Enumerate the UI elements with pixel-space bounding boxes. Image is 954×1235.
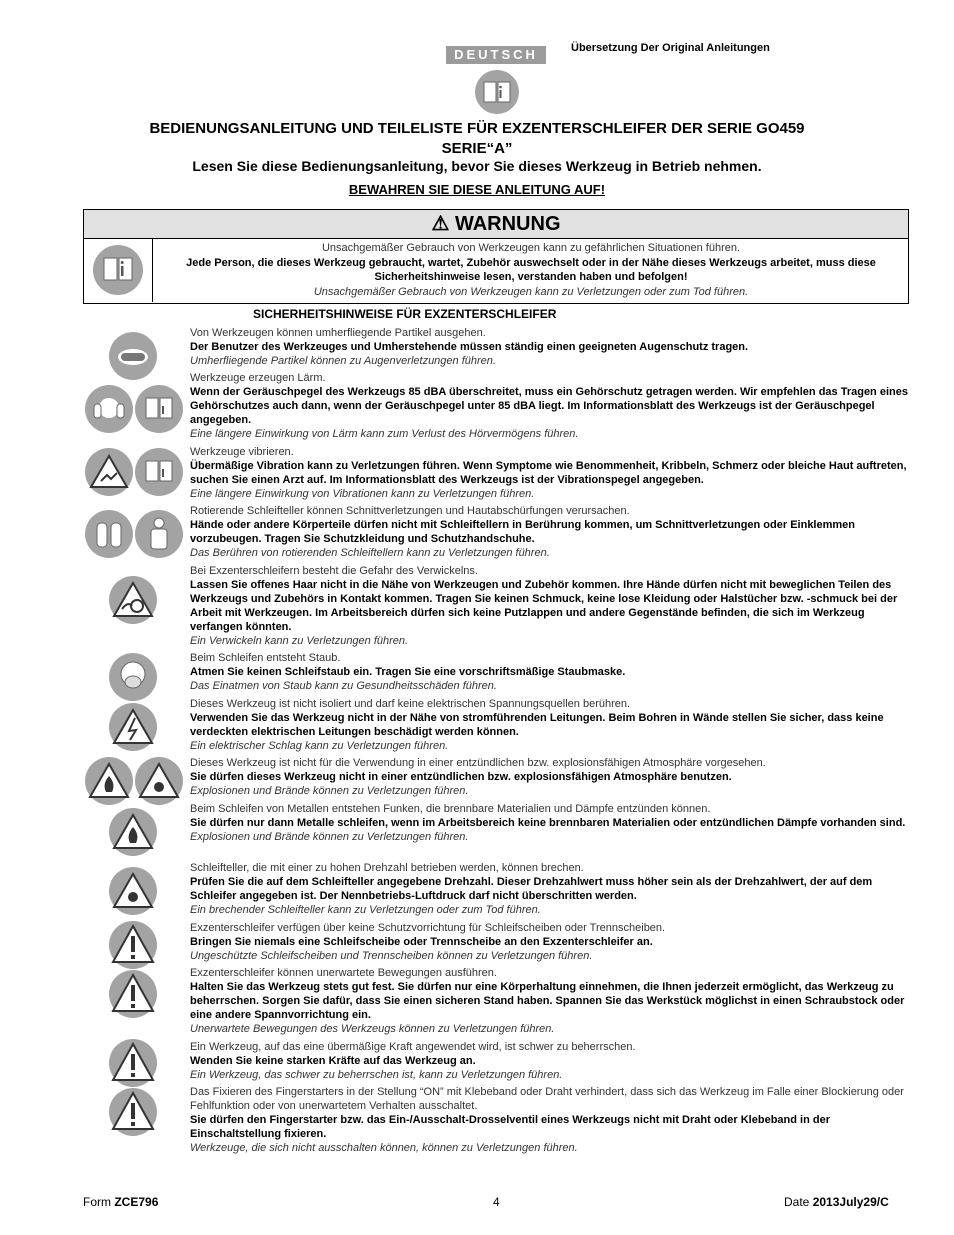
item-consequence: Ein Werkzeug, das schwer zu beherrschen ist, kann zu Verletzungen führen. [190, 1069, 563, 1081]
item-consequence: Umherfliegende Partikel können zu Augenverletzungen führen. [190, 355, 496, 367]
keep-notice: BEWAHREN SIE DIESE ANLEITUNG AUF! [348, 182, 606, 197]
safety-item-explosive [190, 756, 918, 798]
gloves-icon [84, 509, 134, 564]
item-rule: Sie dürfen nur dann Metalle schleifen, wenn im Arbeitsbereich keine brennbaren Materialien oder entzündlichen Dämpfe vorhanden sind. [190, 817, 906, 829]
dust-mask-icon [108, 652, 158, 707]
eye-protection-icon [108, 331, 158, 386]
subtitle: Lesen Sie diese Bedienungsanleitung, bevor Sie dieses Werkzeug in Betrieb nehmen. [192, 158, 762, 174]
item-rule: Wenn der Geräuschpegel des Werkzeugs 85 dBA überschreitet, muss ein Gehörschutz getragen werden. Wir empfehlen das Tragen eines Gehörschutzes auch dann, wenn der Geräuschpegel unter 85 dBA liegt. Im Informationsblatt des Werkzeugs ist der Geräuschpegel angegeben. [190, 386, 908, 426]
caution-icon-4 [108, 1087, 158, 1142]
caution-icon-3 [108, 1038, 158, 1093]
ear-protection-icon [84, 384, 134, 439]
item-intro: Beim Schleifen entsteht Staub. [190, 652, 341, 664]
warning-heading: ⚠ WARNUNG [84, 210, 908, 239]
title-line2: SERIE“A” [441, 140, 513, 157]
warning-manual-icon [84, 239, 153, 302]
item-consequence: Explosionen und Brände können zu Verletzungen führen. [190, 785, 469, 797]
item-consequence: Unerwartete Bewegungen des Werkzeugs können zu Verletzungen führen. [190, 1023, 555, 1035]
item-rule: Sie dürfen den Fingerstarter bzw. das Ein-/Ausschalt-Drosselventil eines Werkzeugs nicht mit Draht oder Klebeband in der Einschaltstellung fixieren. [190, 1114, 830, 1140]
caution-icon-1 [108, 920, 158, 975]
electric-shock-icon [108, 702, 158, 757]
item-intro: Exzenterschleifer können unerwartete Bewegungen ausführen. [190, 967, 497, 979]
safety-item-entanglement [190, 564, 918, 648]
warning-text [154, 241, 908, 299]
item-rule: Atmen Sie keinen Schleifstaub ein. Tragen Sie eine vorschriftsmäßige Staubmaske. [190, 666, 626, 678]
item-intro: Dieses Werkzeug ist nicht isoliert und darf keine elektrischen Spannungsquellen berühren. [190, 698, 631, 710]
caution-icon-2 [108, 969, 158, 1024]
safety-item-vibration [190, 445, 918, 501]
item-consequence: Ein Verwickeln kann zu Verletzungen führen. [190, 635, 409, 647]
item-intro: Ein Werkzeug, auf das eine übermäßige Kraft angewendet wird, ist schwer zu beherrschen. [190, 1041, 636, 1053]
item-intro: Von Werkzeugen können umherfliegende Partikel ausgehen. [190, 327, 486, 339]
safety-item-burst [190, 861, 918, 917]
protective-clothing-icon [134, 509, 184, 564]
item-intro: Dieses Werkzeug ist nicht für die Verwendung in einer entzündlichen bzw. explosionsfähigen Atmosphäre vorgesehen. [190, 757, 766, 769]
translation-note: Übersetzung Der Original Anleitungen [571, 42, 770, 54]
item-consequence: Ein brechender Schleifteller kann zu Verletzungen oder zum Tod führen. [190, 904, 541, 916]
burst-icon [108, 866, 158, 921]
title-line1: BEDIENUNGSANLEITUNG UND TEILELISTE FÜR EXZENTERSCHLEIFER DER SERIE GO459 [149, 120, 805, 137]
warning-line2: Jede Person, die dieses Werkzeug gebraucht, wartet, Zubehör auswechselt oder in der Nähe dieses Werkzeugs arbeitet, muss diese Sicherheitshinweise lesen, verstanden haben und befolgen! [186, 256, 876, 283]
item-consequence: Ein elektrischer Schlag kann zu Verletzungen führen. [190, 740, 449, 752]
form-value: ZCE796 [114, 1195, 159, 1209]
safety-item-noise [190, 371, 918, 441]
entanglement-icon [108, 575, 158, 630]
warning-line3: Unsachgemäßer Gebrauch von Werkzeugen kann zu Verletzungen oder zum Tod führen. [313, 285, 749, 298]
safety-item-cuts [190, 504, 918, 560]
item-intro: Rotierende Schleifteller können Schnittverletzungen und Hautabschürfungen verursachen. [190, 505, 630, 517]
item-consequence: Werkzeuge, die sich nicht ausschalten können, können zu Verletzungen führen. [190, 1142, 578, 1154]
item-rule: Der Benutzer des Werkzeuges und Umherstehende müssen ständig einen geeigneten Augenschutz tragen. [190, 341, 749, 353]
item-intro: Werkzeuge erzeugen Lärm. [190, 372, 326, 384]
item-intro: Werkzeuge vibrieren. [190, 446, 294, 458]
footer-date [784, 1195, 889, 1209]
item-rule: Lassen Sie offenes Haar nicht in die Nähe von Werkzeugen und Zubehör kommen. Ihre Hände dürfen nicht mit beweglichen Teilen des Werkzeugs und Zubehörs in Kontakt kommen. Tragen Sie keinen Schmuck, keine lose Kleidung oder Halstücher bzw. -schmuck bei der Arbeit mit Werkzeugen. Im Arbeitsbereich dürfen sich keine Putzlappen und andere Gegenstände befinden, die sich im Werkzeug verfangen könnten. [190, 579, 898, 633]
vibration-icon [84, 447, 134, 502]
safety-item-electric [190, 697, 918, 753]
item-consequence: Eine längere Einwirkung von Lärm kann zum Verlust des Hörvermögens führen. [190, 428, 579, 440]
item-intro: Beim Schleifen von Metallen entstehen Funken, die brennbare Materialien und Dämpfe entzünden können. [190, 803, 711, 815]
item-rule: Hände oder andere Körperteile dürfen nicht mit Schleiftellern in Berührung kommen, um Schnittverletzungen oder Einklemmen vorzubeugen. Tragen Sie Schutzkleidung und Schutzhandschuhe. [190, 519, 856, 545]
item-consequence: Explosionen und Brände können zu Verletzungen führen. [190, 831, 469, 843]
item-intro: Exzenterschleifer verfügen über keine Schutzvorrichtung für Schleifscheiben oder Trennscheiben. [190, 922, 666, 934]
item-rule: Wenden Sie keine starken Kräfte auf das Werkzeug an. [190, 1055, 476, 1067]
item-intro: Bei Exzenterschleifern besteht die Gefahr des Verwickelns. [190, 565, 478, 577]
date-value: 2013July29/C [812, 1195, 889, 1209]
fire-icon [84, 756, 134, 811]
safety-item-trigger [190, 1085, 918, 1155]
date-label: Date [784, 1195, 810, 1209]
safety-item-no-guard [190, 921, 918, 963]
item-rule: Übermäßige Vibration kann zu Verletzungen führen. Wenn Symptome wie Benommenheit, Kribbeln, Schmerz oder bleiche Haut auftreten, suchen Sie einen Arzt auf. Im Informationsblatt des Werkzeugs ist der Vibrationspegel angegeben. [190, 460, 907, 486]
read-manual-icon [475, 70, 519, 114]
page-number: 4 [493, 1195, 500, 1209]
safety-item-eye [190, 326, 918, 368]
safety-item-sparks [190, 802, 918, 844]
item-consequence: Das Einatmen von Staub kann zu Gesundheitsschäden führen. [190, 680, 497, 692]
warning-box [83, 209, 909, 304]
item-consequence: Ungeschützte Schleifscheiben und Trennscheiben können zu Verletzungen führen. [190, 950, 593, 962]
item-rule: Verwenden Sie das Werkzeug nicht in der Nähe von stromführenden Leitungen. Beim Bohren in Wände stellen Sie sicher, dass keine verdeckten elektrischen Leitungen beschädigt werden können. [190, 712, 884, 738]
item-intro: Schleifteller, die mit einer zu hohen Drehzahl betrieben werden, können brechen. [190, 862, 584, 874]
document-title [0, 119, 954, 159]
sparks-fire-icon [108, 807, 158, 862]
warning-line1: Unsachgemäßer Gebrauch von Werkzeugen kann zu gefährlichen Situationen führen. [321, 242, 741, 254]
manual-icon-noise [134, 384, 184, 439]
item-rule: Halten Sie das Werkzeug stets gut fest. Sie dürfen nur eine Körperhaltung einnehmen, die Ihnen jederzeit ermöglicht, das Werkzeug zu beherrschen. Sorgen Sie dafür, dass Sie einen sicheren Stand haben. Spannen Sie das Werkstück möglichst in einen Schraubstock oder eine andere Spannvorrichtung ein. [190, 981, 905, 1021]
item-consequence: Das Berühren von rotierenden Schleiftellern kann zu Verletzungen führen. [190, 547, 550, 559]
safety-item-excess-force [190, 1040, 918, 1082]
item-rule: Bringen Sie niemals eine Schleifscheibe oder Trennscheibe an den Exzenterschleifer an. [190, 936, 653, 948]
safety-item-unexpected-motion [190, 966, 918, 1036]
safety-item-dust [190, 651, 918, 693]
explosion-icon [134, 756, 184, 811]
item-rule: Sie dürfen dieses Werkzeug nicht in einer entzündlichen bzw. explosionsfähigen Atmosphäre benutzen. [190, 771, 732, 783]
manual-icon-vibration [134, 447, 184, 502]
language-tag: DEUTSCH [446, 46, 546, 64]
section-title: SICHERHEITSHINWEISE FÜR EXZENTERSCHLEIFER [253, 307, 557, 321]
item-consequence: Eine längere Einwirkung von Vibrationen kann zu Verletzungen führen. [190, 488, 535, 500]
item-rule: Prüfen Sie die auf dem Schleifteller angegebene Drehzahl. Dieser Drehzahlwert muss höher sein als der Drehzahlwert, der auf dem Schleifer angegeben ist. Der Nennbetriebs-Luftdruck darf nicht überschritten werden. [190, 876, 873, 902]
item-intro: Das Fixieren des Fingerstarters in der Stellung “ON” mit Klebeband oder Draht verhindert, dass sich das Werkzeug im Falle einer Blockierung oder Fehlfunktion oder von unerwartetem Verhalten ausschaltet. [190, 1086, 904, 1112]
footer-form [83, 1195, 158, 1209]
form-label: Form [83, 1195, 111, 1209]
